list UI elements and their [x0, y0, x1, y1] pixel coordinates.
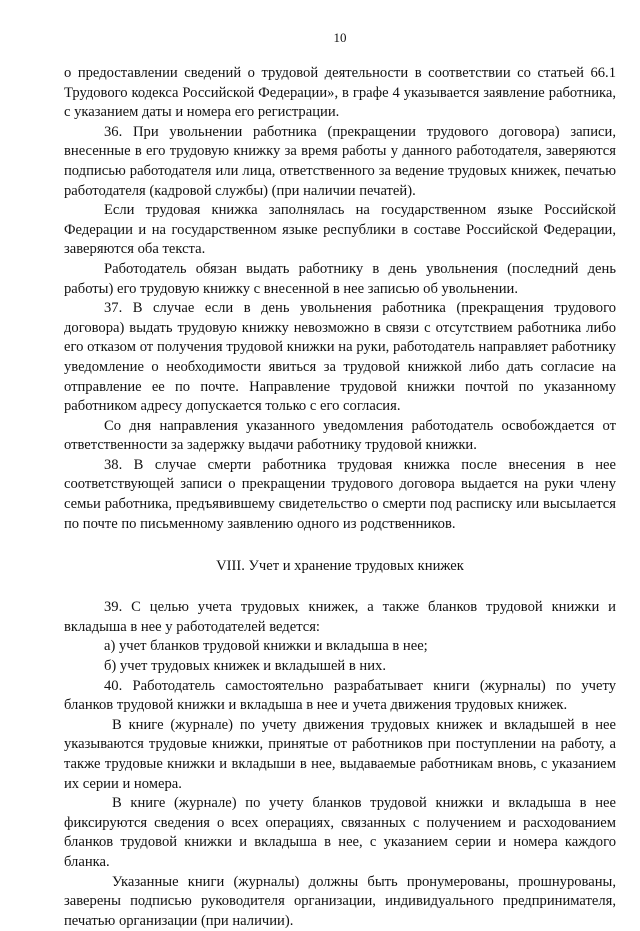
paragraph-37: 37. В случае если в день увольнения работника (прекращения трудового договора) выдать трудовую книжку невозможно в связи с отсутствием работника либо его отказом от получения трудовой книжки на руки, работодатель направляет работнику уведомление о необходимости явиться за трудовой книжкой либо дать согласие на отправление ее по почте. Направление трудовой книжки почтой по указанному работником адресу допускается только с его согласия.	[64, 300, 616, 415]
paragraph-38: 38. В случае смерти работника трудовая книжка после внесения в нее соответствующей записи о прекращении трудового договора выдается на руки члену семьи работника, предъявившему свидетельство о смерти под расписку или высылается по почте по письменному заявлению одного из родственников.	[64, 456, 616, 532]
paragraph-36-issue: Работодатель обязан выдать работнику в день увольнения (последний день работы) его трудовую книжку с внесенной в нее записью об увольнении.	[64, 260, 616, 297]
paragraph-36: 36. При увольнении работника (прекращении трудового договора) записи, внесенные в его трудовую книжку за время работы у данного работодателя, заверяются подписью работодателя или лица, ответственного за ведение трудовых книжек, печатью работодателя (кадровой службы) (при наличии печатей).	[64, 123, 616, 199]
paragraph-39: 39. С целью учета трудовых книжек, а также бланков трудовой книжки и вкладыша в нее у работодателей ведется:	[64, 599, 616, 635]
paragraph-40-movement-book: В книге (журнале) по учету движения трудовых книжек и вкладышей в нее указываются трудовые книжки, принятые от работников при поступлении на работу, а также трудовые книжки и вкладыши в нее, выдаваемые работникам вновь, с указанием их серии и номера.	[64, 716, 616, 792]
list-item-b: б) учет трудовых книжек и вкладышей в них.	[104, 658, 386, 675]
paragraph-37-release: Со дня направления указанного уведомления работодатель освобождается от ответственности за задержку выдачи работнику трудовой книжки.	[64, 417, 616, 454]
paragraph-36-languages: Если трудовая книжка заполнялась на государственном языке Российской Федерации и на государственном языке республики в составе Российской Федерации, заверяются оба текста.	[64, 202, 616, 258]
section-heading: VIII. Учет и хранение трудовых книжек	[216, 558, 464, 575]
document-body	[64, 64, 616, 931]
paragraph-continuation: о предоставлении сведений о трудовой деятельности в соответствии со статьей 66.1 Трудового кодекса Российской Федерации», в графе 4 указывается заявление работника, с указанием даты и номера его регистрации.	[64, 65, 616, 121]
page-number: 10	[333, 30, 347, 45]
list-item-a: а) учет бланков трудовой книжки и вкладыша в нее;	[104, 638, 428, 655]
paragraph-40-blanks-book: В книге (журнале) по учету бланков трудовой книжки и вкладыша в нее фиксируются сведения о всех операциях, связанных с получением и расходованием бланков трудовой книжки и вкладыша в нее, с указанием серии и номера каждого бланка.	[64, 795, 616, 870]
paragraph-40-books-certified: Указанные книги (журналы) должны быть пронумерованы, прошнурованы, заверены подписью руководителя организации, индивидуального предпринимателя, печатью организации (при наличии).	[64, 873, 616, 929]
paragraph-40: 40. Работодатель самостоятельно разрабатывает книги (журналы) по учету бланков трудовой книжки и вкладыша в нее и учета движения трудовых книжек.	[64, 677, 616, 714]
